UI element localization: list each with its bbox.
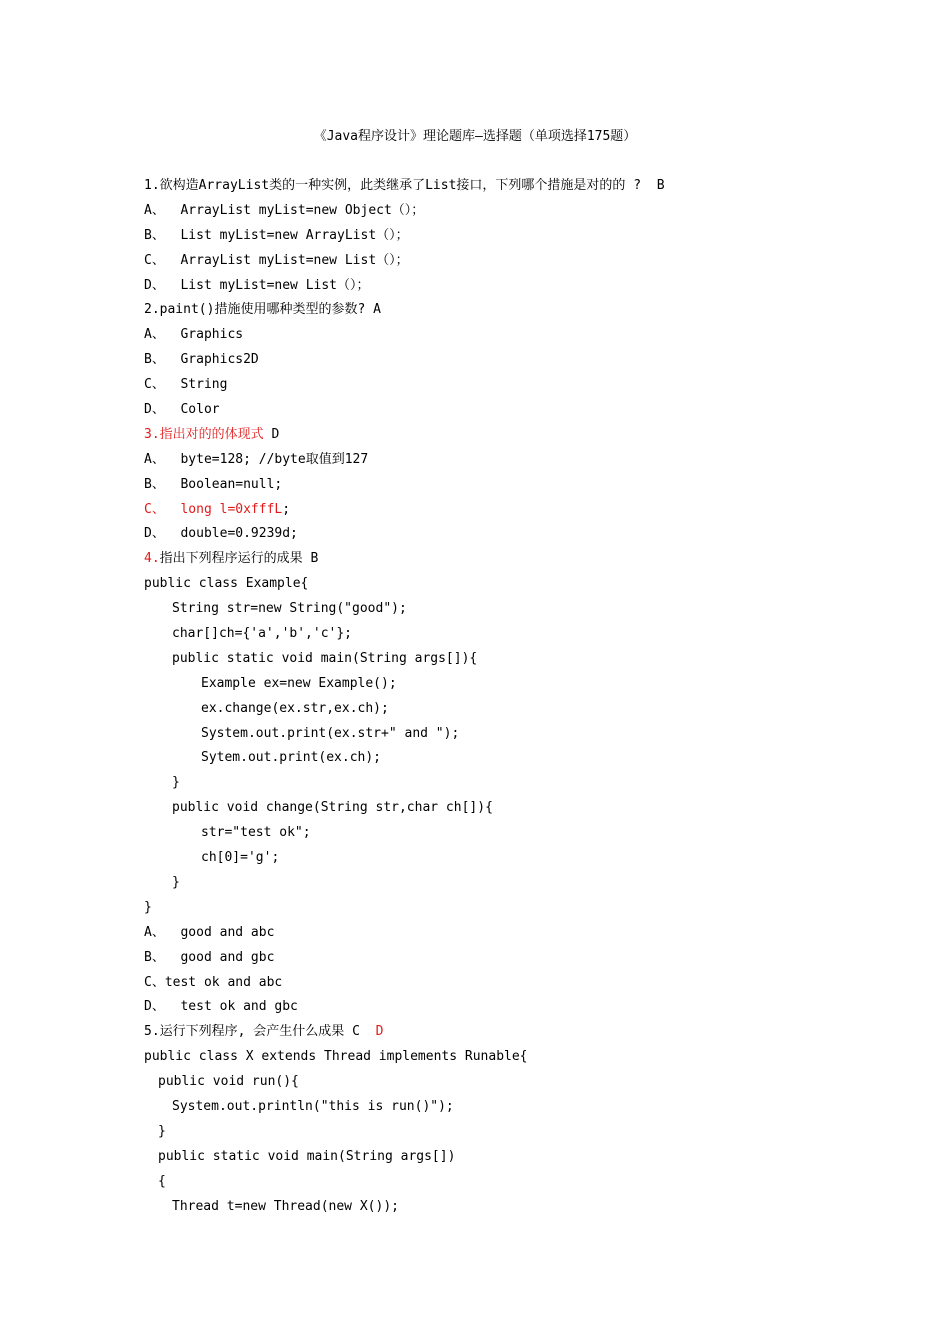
code-line: public class X extends Thread implements Runable{ <box>144 1049 528 1065</box>
q2-option-d: D、 Color <box>144 402 220 418</box>
q3-option-c <box>144 500 924 525</box>
question-list <box>144 176 924 1221</box>
question-5-extra-answer: D <box>359 1024 384 1040</box>
code-line: Thread t=new Thread(new X()); <box>172 1198 399 1214</box>
q2-option-a: A、 Graphics <box>144 327 244 343</box>
question-4-text <box>144 549 924 574</box>
q3-option-c-tail: ; <box>282 501 291 517</box>
q4-option-a: A、 good and abc <box>144 924 275 940</box>
question-3-text <box>144 425 924 450</box>
code-line: str="test ok"; <box>201 825 311 841</box>
q2-option-c: C、 String <box>144 377 228 393</box>
code-line: System.out.println("this is run()"); <box>172 1098 454 1114</box>
question-5-body: 5.运行下列程序, 会产生什么成果 C <box>144 1024 360 1040</box>
question-1-text: 1.欲构造ArrayList类的一种实例，此类继承了List接口，下列哪个措施是对的的 ? B <box>144 178 665 193</box>
question-5-text <box>144 1022 924 1047</box>
q3-option-b: B、 Boolean=null; <box>144 476 283 492</box>
code-line: ch[0]='g'; <box>201 850 280 866</box>
code-line: { <box>158 1173 166 1189</box>
code-line: System.out.print(ex.str+" and "); <box>201 725 460 741</box>
code-line: char[]ch={'a','b','c'}; <box>172 626 353 642</box>
code-line: public static void main(String args[]){ <box>172 650 478 666</box>
code-line: } <box>172 775 180 791</box>
q1-option-c: C、 ArrayList myList=new List（）； <box>144 252 409 268</box>
code-line: } <box>172 874 180 890</box>
q3-option-d: D、 double=0.9239d; <box>144 526 298 542</box>
code-line: ex.change(ex.str,ex.ch); <box>201 700 389 716</box>
q1-option-a: A、 ArrayList myList=new Object（）； <box>144 202 425 218</box>
code-line: Example ex=new Example(); <box>201 675 397 691</box>
code-line: public void run(){ <box>158 1074 299 1090</box>
code-line: public class Example{ <box>144 576 309 592</box>
code-line: String str=new String("good"); <box>172 601 407 617</box>
q3-option-c-highlight: C、 long l=0xfffL <box>144 501 283 517</box>
code-line: } <box>144 899 152 915</box>
q3-option-a: A、 byte=128; //byte取值到127 <box>144 451 369 467</box>
code-line: public void change(String str,char ch[]){ <box>172 800 493 816</box>
question-4-body: 指出下列程序运行的成果 B <box>159 551 319 567</box>
question-2-text: 2.paint()措施使用哪种类型的参数? A <box>144 302 381 318</box>
q4-option-d: D、 test ok and gbc <box>144 999 298 1015</box>
code-line: Sytem.out.print(ex.ch); <box>201 750 382 766</box>
question-3-highlight: 3.指出对的的体现式 <box>144 426 264 442</box>
question-4-number: 4. <box>144 551 160 567</box>
code-line: } <box>158 1123 166 1139</box>
q1-option-b: B、 List myList=new ArrayList（）； <box>144 227 409 243</box>
q4-option-b: B、 good and gbc <box>144 949 275 965</box>
q1-option-d: D、 List myList=new List（）； <box>144 277 370 293</box>
question-3-answer: D <box>263 426 280 442</box>
document-title: 《Java程序设计》理论题库—选择题（单项选择175题） <box>313 129 637 144</box>
code-line: public static void main(String args[]) <box>158 1148 456 1164</box>
q4-option-c: C、test ok and abc <box>144 974 283 990</box>
q2-option-b: B、 Graphics2D <box>144 352 259 368</box>
